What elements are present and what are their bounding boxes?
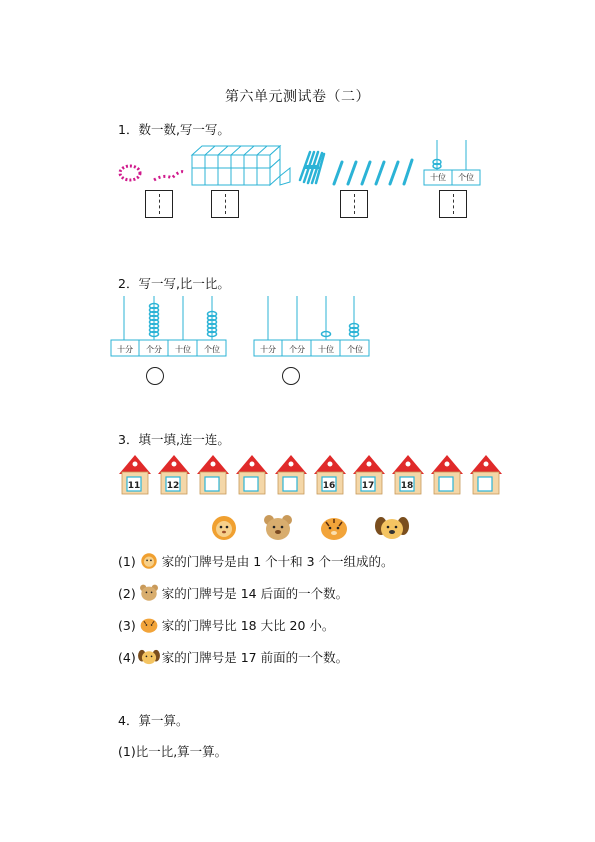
stick-bundle-icon <box>300 152 324 183</box>
house <box>116 450 154 496</box>
house <box>350 450 388 496</box>
page-title: 第六单元测试卷（二） <box>225 89 370 105</box>
question-2-heading: 2．写一写,比一比。 <box>118 276 230 291</box>
abacus-a-ones-label-b: 个位 <box>204 345 220 354</box>
single-sticks-icon <box>334 160 412 184</box>
bear-face-icon[interactable] <box>262 514 294 542</box>
house <box>311 450 349 496</box>
abacus-b-ones-label: 个分 <box>289 345 305 354</box>
ten-blocks-icon <box>192 146 290 185</box>
item-text: 家的门牌号是 17 前面的一个数。 <box>161 650 349 665</box>
compare-circle-2[interactable] <box>282 367 300 385</box>
answer-box-abacus[interactable] <box>439 190 467 218</box>
abacus-b-ones-label-b: 个位 <box>347 345 363 354</box>
bear-face-icon <box>137 584 161 602</box>
lion-face-icon[interactable] <box>208 514 240 542</box>
item-text: 家的门牌号是由 1 个十和 3 个一组成的。 <box>161 554 394 569</box>
house <box>467 450 505 496</box>
item-number: (1) <box>118 553 136 569</box>
item-text: 家的门牌号是 14 后面的一个数。 <box>161 586 349 601</box>
tiger-face-icon <box>137 616 161 634</box>
house <box>233 450 271 496</box>
ones-place-label: 个位 <box>458 173 474 182</box>
house <box>155 450 193 496</box>
house <box>272 450 310 496</box>
house <box>194 450 232 496</box>
rope-loop-icon <box>120 166 140 180</box>
dog-face-icon <box>137 648 161 666</box>
svg-text:18: 18 <box>400 481 414 491</box>
abacus-b-tens-label-b: 十位 <box>318 345 334 354</box>
question-3-heading: 3．填一填,连一连。 <box>118 432 230 447</box>
abacus-a-tens-label: 十分 <box>117 345 133 354</box>
abacus-a-ones-label: 个分 <box>146 345 162 354</box>
q3-item-1 <box>118 552 394 570</box>
item-number: (4) <box>118 649 136 665</box>
question-4-sub: (1)比一比,算一算。 <box>118 744 228 759</box>
svg-text:11: 11 <box>127 481 141 491</box>
q3-item-3 <box>118 616 334 634</box>
answer-box-rope[interactable] <box>145 190 173 218</box>
q3-item-2 <box>118 584 348 602</box>
question-1-heading: 1．数一数,写一写。 <box>118 122 230 137</box>
question-4-heading: 4．算一算。 <box>118 713 189 728</box>
house <box>389 450 427 496</box>
tiger-face-icon[interactable] <box>318 514 350 542</box>
q3-item-4 <box>118 648 348 666</box>
answer-box-sticks[interactable] <box>340 190 368 218</box>
item-text: 家的门牌号比 18 大比 20 小。 <box>161 618 335 633</box>
answer-box-blocks[interactable] <box>211 190 239 218</box>
svg-text:17: 17 <box>361 481 375 491</box>
compare-circle-1[interactable] <box>146 367 164 385</box>
abacus-a-tens-label-b: 十位 <box>175 345 191 354</box>
house <box>428 450 466 496</box>
svg-text:12: 12 <box>166 481 180 491</box>
svg-text:16: 16 <box>322 481 336 491</box>
dog-face-icon[interactable] <box>374 514 410 542</box>
abacus-b-tens-label: 十分 <box>260 345 276 354</box>
rope-strand-icon <box>154 172 184 180</box>
item-number: (3) <box>118 617 136 633</box>
tens-place-label: 十位 <box>430 173 446 182</box>
house-row <box>116 450 506 498</box>
item-number: (2) <box>118 585 136 601</box>
lion-face-icon <box>137 552 161 570</box>
